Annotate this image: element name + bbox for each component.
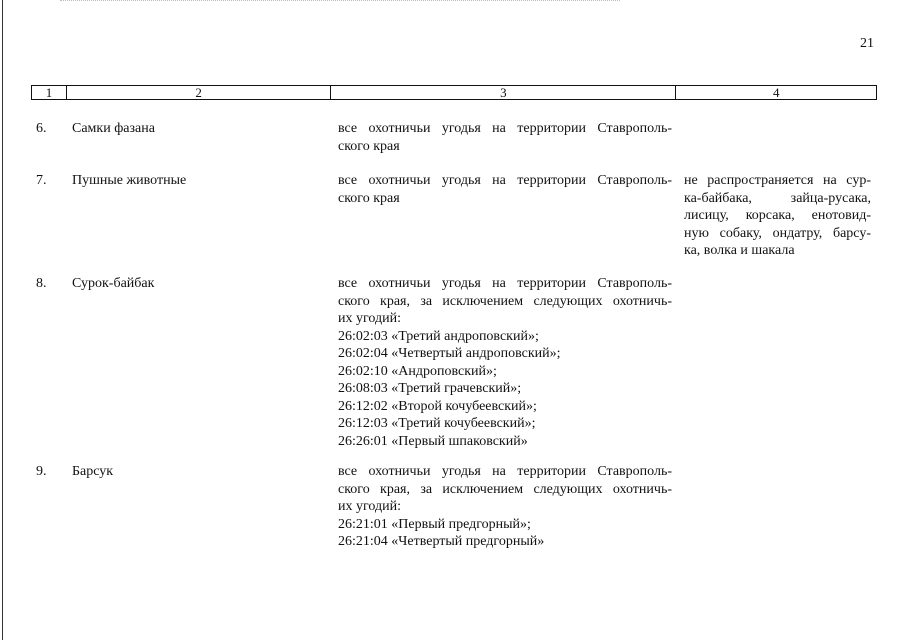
species-name: Пушные животные — [72, 173, 187, 188]
note-line: ка-байбака, зайца-русака, — [684, 190, 871, 206]
note-line: не распространяется на сур- — [684, 173, 871, 188]
species-name: Сурок-байбак — [72, 276, 155, 291]
area-line: 26:08:03 «Третий грачевский»; — [338, 381, 522, 396]
row-number: 7. — [36, 173, 47, 188]
area-line: все охотничьи угодья на территории Ставрополь- — [338, 464, 672, 479]
header-col-4: 4 — [773, 85, 780, 100]
hunting-area — [338, 120, 672, 155]
page-number: 21 — [860, 36, 874, 51]
area-line: их угодий: — [338, 499, 401, 514]
area-line: 26:02:04 «Четвертый андроповский»; — [338, 346, 561, 361]
species-name: Самки фазана — [72, 121, 155, 136]
area-line: ского края, за исключением следующих охотничь- — [338, 481, 672, 497]
area-line: 26:02:03 «Третий андроповский»; — [338, 328, 539, 344]
restriction-note — [684, 172, 871, 260]
area-line: 26:02:10 «Андроповский»; — [338, 363, 497, 379]
area-line: их угодий: — [338, 311, 401, 326]
note-line: ка, волка и шакала — [684, 243, 795, 258]
species-name: Барсук — [72, 464, 114, 479]
hunting-area — [338, 463, 672, 551]
area-line: все охотничьи угодья на территории Ставрополь- — [338, 276, 672, 291]
header-col-1: 1 — [32, 86, 67, 99]
area-line: ского края, за исключением следующих охотничь- — [338, 293, 672, 309]
area-line: ского края — [338, 190, 400, 206]
page-left-border — [2, 0, 3, 640]
header-col-2: 2 — [67, 86, 331, 99]
hunting-area — [338, 172, 672, 207]
note-line: ную собаку, ондатру, барсу- — [684, 225, 871, 241]
area-line: 26:21:04 «Четвертый предгорный» — [338, 534, 545, 549]
row-number: 8. — [36, 276, 47, 291]
area-line: ского края — [338, 138, 400, 154]
row-number: 9. — [36, 464, 47, 479]
area-line: все охотничьи угодья на территории Ставрополь- — [338, 173, 672, 188]
area-line: 26:12:03 «Третий кочубеевский»; — [338, 416, 536, 431]
area-line: 26:26:01 «Первый шпаковский» — [338, 433, 528, 449]
row-number: 6. — [36, 121, 47, 136]
area-line: все охотничьи угодья на территории Ставрополь- — [338, 121, 672, 136]
area-line: 26:21:01 «Первый предгорный»; — [338, 516, 531, 532]
hunting-area — [338, 275, 672, 450]
area-line: 26:12:02 «Второй кочубеевский»; — [338, 398, 537, 414]
column-number-header — [31, 85, 877, 100]
note-line: лисицу, корсака, енотовид- — [684, 208, 871, 223]
header-col-3: 3 — [331, 86, 676, 99]
scan-artifact-top — [60, 0, 620, 3]
